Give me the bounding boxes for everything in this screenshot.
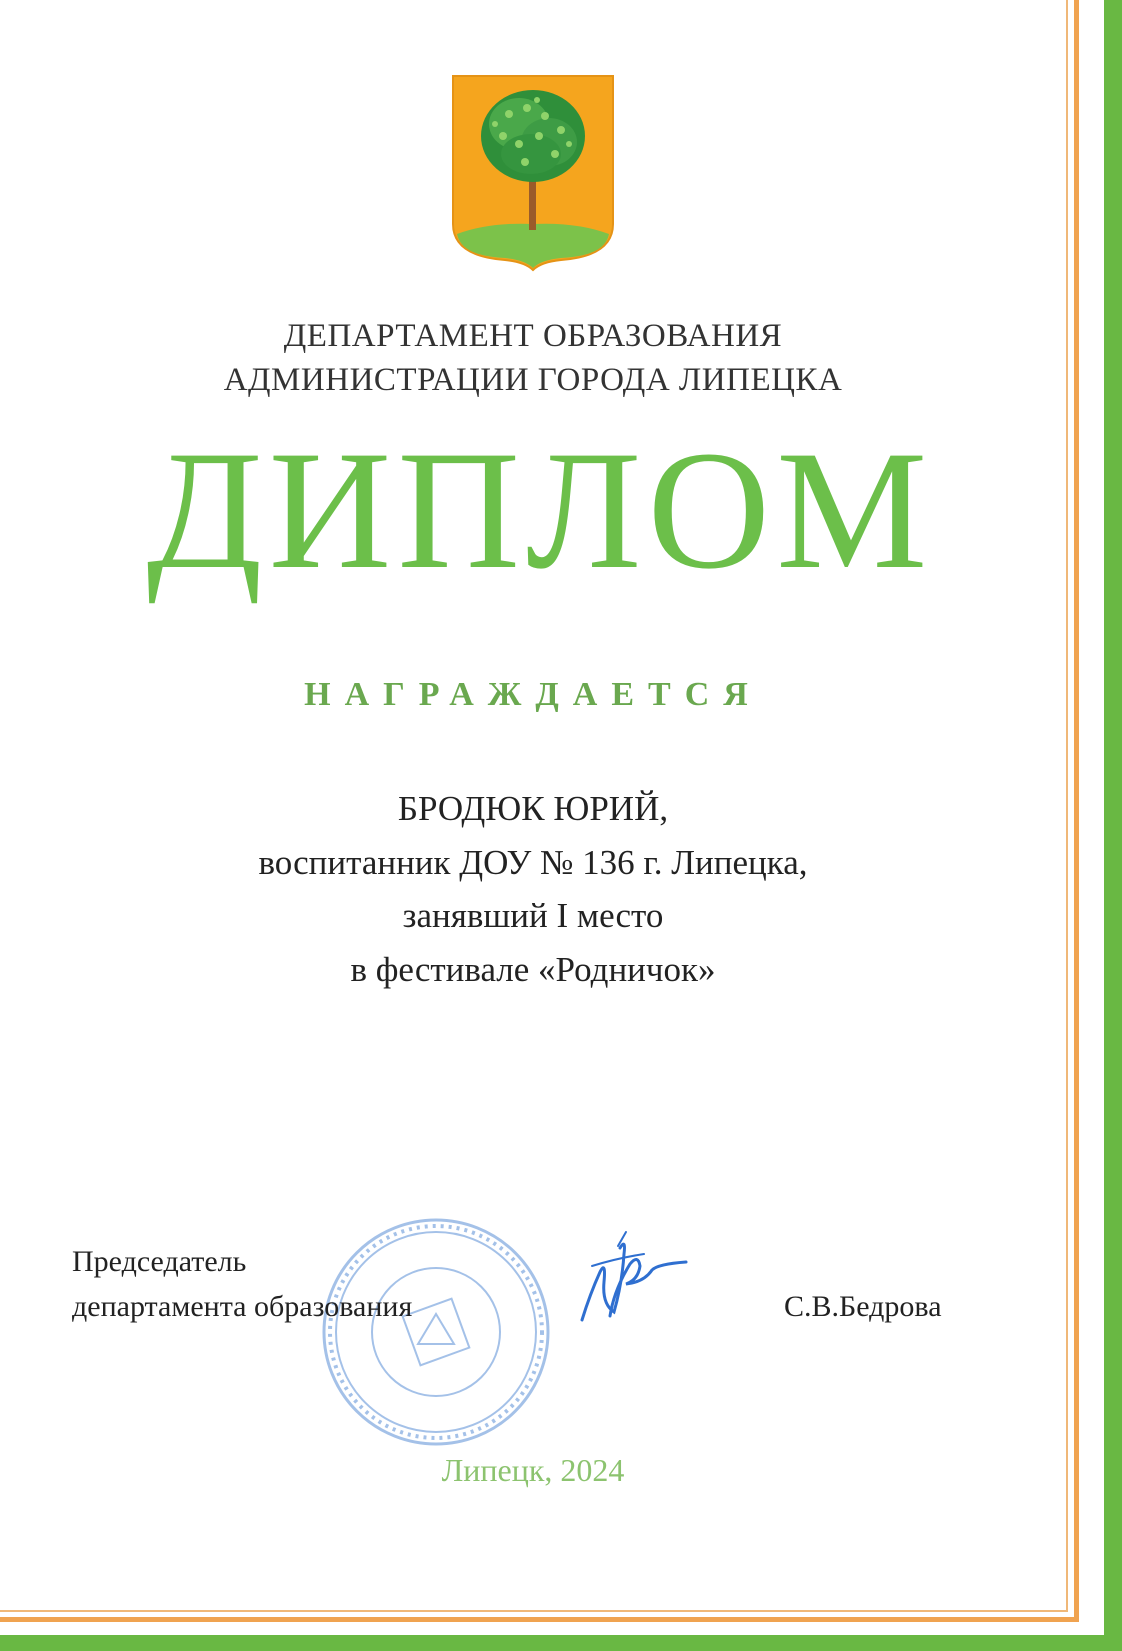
recipient-event: в фестивале «Родничок» — [350, 950, 716, 989]
awarded-label: НАГРАЖДАЕТСЯ — [304, 676, 762, 713]
position-line-1: Председатель — [72, 1245, 247, 1278]
coat-of-arms-emblem — [449, 74, 617, 272]
recipient-affiliation: воспитанник ДОУ № 136 г. Липецка, — [258, 843, 808, 882]
department-line-2: АДМИНИСТРАЦИИ ГОРОДА ЛИПЕЦКА — [223, 362, 843, 398]
department-line-1: ДЕПАРТАМЕНТ ОБРАЗОВАНИЯ — [283, 318, 783, 354]
position-line-2: департамента образования — [72, 1290, 413, 1323]
recipient-place: занявший I место — [402, 896, 664, 935]
signer-name: С.В.Бедрова — [784, 1290, 942, 1323]
official-stamp — [318, 1214, 554, 1450]
handwritten-signature — [574, 1224, 694, 1334]
recipient-name: БРОДЮК ЮРИЙ, — [397, 789, 669, 828]
place-and-year: Липецк, 2024 — [441, 1452, 625, 1488]
diploma-title: ДИПЛОМ — [146, 416, 934, 604]
